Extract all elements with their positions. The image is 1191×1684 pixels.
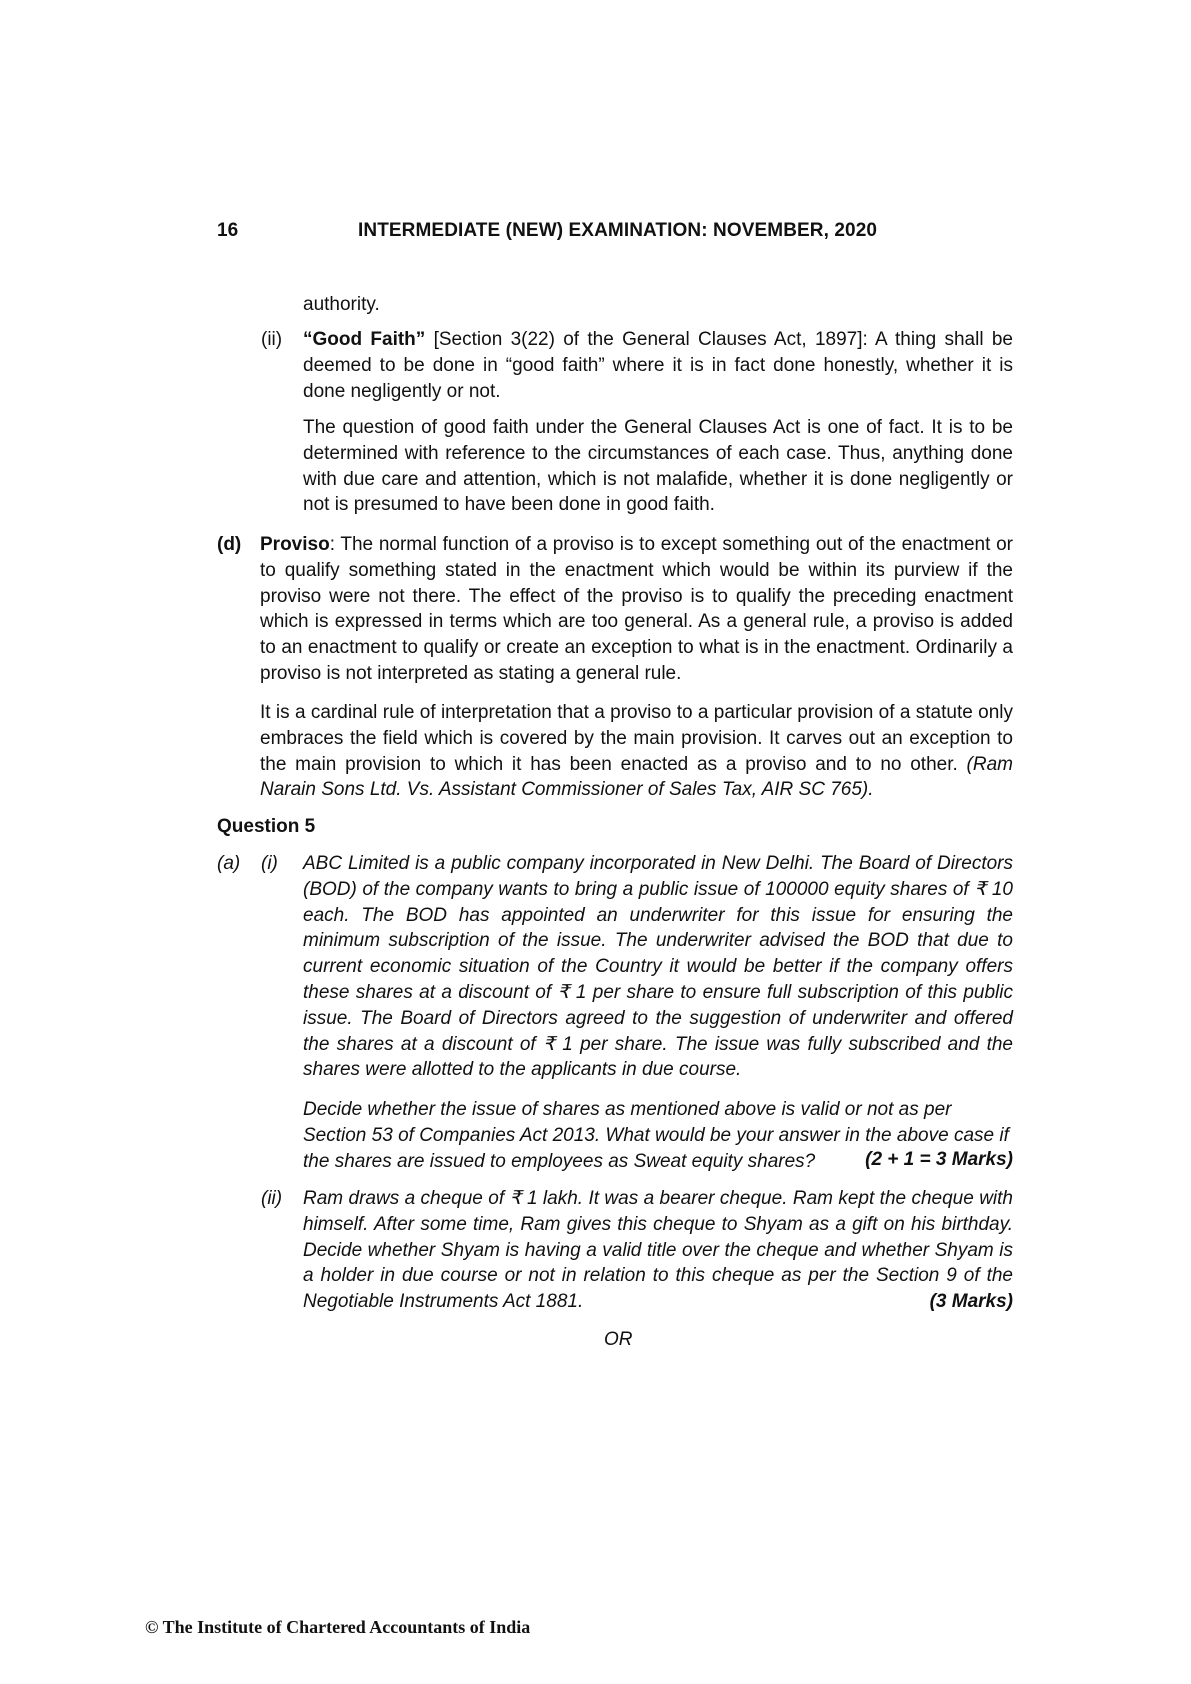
proviso-citation: (Ram Narain Sons Ltd. Vs. Assistant Commissioner of Sales Tax, AIR SC 765). [260,753,1013,801]
good-faith-explanation: The question of good faith under the General Clauses Act is one of fact. It is to be determined with reference to the circumstances of each case. Thus, anything done with due care and attention, which is not malafide, whether it is done negligently or not is presumed to have been done in good faith. [303,417,1013,516]
page-number: 16 [217,220,239,241]
proviso-paragraph [260,532,1013,687]
proviso-label: (d) [217,534,242,555]
page-header-title: INTERMEDIATE (NEW) EXAMINATION: NOVEMBER, 2020 [358,220,878,241]
proviso-rule-text: It is a cardinal rule of interpretation that a proviso to a particular provision of a statute only embraces the field which is covered by the main provision. It carves out an exception to the main provision to which it has been enacted as a proviso and to no other. [260,702,1013,775]
proviso-rule-paragraph [260,700,1013,803]
part-a-label: (a) [217,853,241,874]
continuation-text: authority. [303,294,380,315]
proviso-definition: : The normal function of a proviso is to except something out of the enactment or to qualify something stated in the enactment which would be within its purview if the proviso were not there. The effect of the proviso is to qualify the preceding enactment which is expressed in terms which are too general. As a general rule, a proviso is added to an enactment to qualify or create an exception to what is in the enactment. Ordinarily a proviso is not interpreted as stating a general rule. [260,534,1013,684]
sub-ii-text: Ram draws a cheque of ₹ 1 lakh. It was a bearer cheque. Ram kept the cheque with himself. After some time, Ram gives this cheque to Shyam as a gift on his birthday. Decide whether Shyam is having a valid title over the cheque and whether Shyam is a holder in due course or not in relation to this cheque as per the Section 9 of the Negotiable Instruments Act 1881. [303,1188,1013,1313]
proviso-term: Proviso [260,534,330,555]
sub-ii-marks: (3 Marks) [929,1291,1013,1312]
sub-i-question: Decide whether the issue of shares as mentioned above is valid or not as per Section 53 of Companies Act 2013. What would be your answer in the above case if the shares are issued to employees as Sweat equity shares? [303,1099,1009,1172]
good-faith-label: (ii) [261,329,283,350]
sub-ii-label: (ii) [261,1188,283,1209]
good-faith-definition: [Section 3(22) of the General Clauses Act, 1897]: A thing shall be deemed to be done in “good faith” where it is in fact done honestly, whether it is done negligently or not. [303,329,1014,402]
copyright-footer: © The Institute of Chartered Accountants of India [145,1617,531,1637]
or-separator: OR [604,1329,633,1350]
sub-i-marks: (2 + 1 = 3 Marks) [865,1149,1013,1170]
question-heading: Question 5 [217,816,316,837]
sub-i-text: ABC Limited is a public company incorporated in New Delhi. The Board of Directors (BOD) of the company wants to bring a public issue of 100000 equity shares of ₹ 10 each. The BOD has appointed an underwriter for this issue for ensuring the minimum subscription of the issue. The underwriter advised the BOD that due to current economic situation of the Country it would be better if the company offers these shares at a discount of ₹ 1 per share to ensure full subscription of this public issue. The Board of Directors agreed to the suggestion of underwriter and offered the shares at a discount of ₹ 1 per share. The issue was fully subscribed and the shares were allotted to the applicants in due course. [303,853,1013,1081]
good-faith-paragraph [303,327,1013,404]
good-faith-term: “Good Faith” [303,329,426,350]
sub-i-label: (i) [261,853,278,874]
